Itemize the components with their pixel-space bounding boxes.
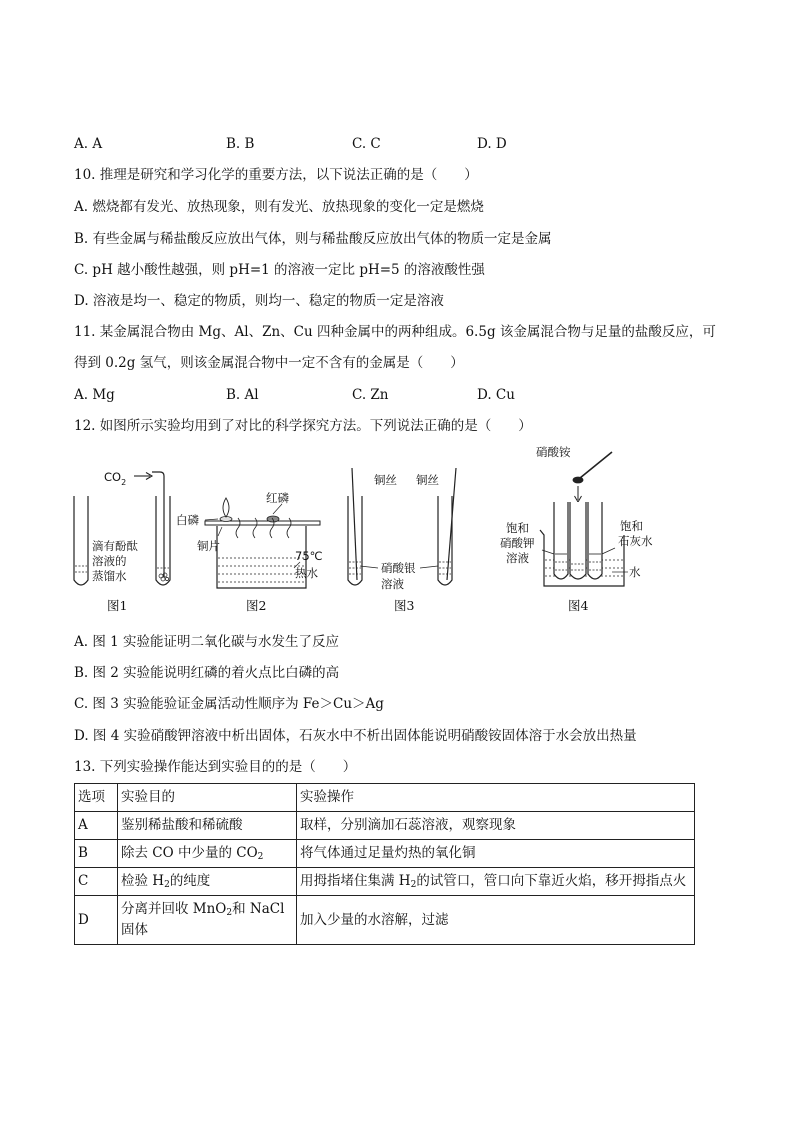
row-option: A: [75, 812, 118, 840]
table-header-row: [75, 784, 695, 812]
q13-table: [74, 783, 695, 945]
flame-icon: [223, 498, 229, 517]
row-operation: 将气体通过足量灼热的氧化铜: [297, 840, 695, 868]
q13-stem: 13. 下列实验操作能达到实验目的的是（ ）: [74, 759, 357, 775]
figure-3: [348, 468, 456, 613]
table-header-option: 选项: [75, 784, 118, 812]
test-tube-icon: [570, 502, 586, 579]
test-tube-icon: [156, 496, 170, 585]
fig3-wire-label-left: 铜丝: [374, 473, 397, 487]
fig1-caption: 图1: [107, 598, 128, 613]
fig4-caption: 图4: [568, 598, 589, 613]
q9-option-c: C. C: [352, 136, 381, 152]
q9-option-b: B. B: [226, 136, 255, 152]
q12-option-b: B. 图 2 实验能说明红磷的着火点比白磷的高: [74, 665, 340, 681]
fig2-white-phosphorus-label: 白磷: [176, 513, 199, 527]
test-tube-icon: [554, 502, 568, 579]
fig4-left-label-line2: 硝酸钾: [500, 536, 535, 550]
q11-option-c: C. Zn: [352, 387, 389, 403]
row-option: B: [75, 840, 118, 868]
fig4-left-label-line3: 溶液: [506, 551, 529, 565]
fig4-left-label-line1: 饱和: [506, 521, 529, 535]
q10-option-b: B. 有些金属与稀盐酸反应放出气体，则与稀盐酸反应放出气体的物质一定是金属: [74, 231, 552, 247]
q11-option-b: B. Al: [226, 387, 259, 403]
q10-option-c: C. pH 越小酸性越强，则 pH=1 的溶液一定比 pH=5 的溶液酸性强: [74, 262, 485, 278]
row-goal: 除去 CO 中少量的 $CO_2$: [118, 840, 297, 868]
fig3-wire-label-right: 铜丝: [416, 473, 439, 487]
test-tube-icon: [588, 502, 602, 579]
fig1-co2-label: $CO_2$: [104, 470, 127, 487]
table-row: [75, 840, 695, 868]
q11-option-a: A. Mg: [74, 387, 115, 403]
table-row: [75, 896, 695, 945]
q12-option-d: D. 图 4 实验硝酸钾溶液中析出固体，石灰水中不析出固体能说明硝酸铵固体溶于水会放出热量: [74, 728, 637, 744]
fig4-water-label: 水: [629, 565, 641, 579]
fig4-right-label-line1: 饱和: [620, 519, 643, 533]
fig2-copper-label: 铜片: [197, 539, 220, 553]
fig2-red-phosphorus-label: 红磷: [266, 491, 289, 505]
q10-option-d: D. 溶液是均一、稳定的物质，则均一、稳定的物质一定是溶液: [74, 293, 444, 309]
q12-stem: 12. 如图所示实验均用到了对比的科学探究方法。下列说法正确的是（ ）: [74, 418, 532, 434]
fig2-temp-label: 75℃: [295, 549, 323, 563]
q11-option-d: D. Cu: [477, 387, 515, 403]
row-operation: 取样，分别滴加石蕊溶液，观察现象: [297, 812, 695, 840]
beaker-icon: [217, 526, 306, 588]
q9-option-a: A. A: [74, 136, 103, 152]
q11-stem-line2: 得到 0.2g 氢气，则该金属混合物中一定不含有的金属是（ ）: [74, 355, 464, 371]
figure-2: [176, 491, 323, 613]
spatula-icon: [573, 477, 583, 483]
q12-option-a: A. 图 1 实验能证明二氧化碳与水发生了反应: [74, 634, 340, 650]
figure-1: [74, 470, 170, 613]
row-option: D: [75, 896, 118, 945]
q10-stem: 10. 推理是研究和学习化学的重要方法，以下说法正确的是（ ）: [74, 167, 478, 183]
q9-option-d: D. D: [477, 136, 507, 152]
row-goal: 检验 $H_2$的纯度: [118, 868, 297, 896]
fig2-water-label: 热水: [295, 566, 318, 580]
figure-4: [500, 445, 653, 613]
fig3-solution-label-line2: 溶液: [381, 577, 404, 591]
fig4-right-label-line2: 石灰水: [618, 534, 653, 548]
table-header-goal: 实验目的: [118, 784, 297, 812]
q10-option-a: A. 燃烧都有发光、放热现象，则有发光、放热现象的变化一定是燃烧: [74, 199, 484, 215]
row-goal: 鉴别稀盐酸和稀硫酸: [118, 812, 297, 840]
fig1-label-line3: 蒸馏水: [92, 569, 127, 583]
table-row: [75, 812, 695, 840]
fig2-caption: 图2: [246, 598, 267, 613]
q11-stem-line1: 11. 某金属混合物由 Mg、Al、Zn、Cu 四种金属中的两种组成。6.5g 该金属混合物与足量的盐酸反应，可: [74, 324, 716, 340]
table-header-operation: 实验操作: [297, 784, 695, 812]
q12-option-c: C. 图 3 实验能验证金属活动性顺序为 Fe＞Cu＞Ag: [74, 696, 384, 712]
row-operation: 用拇指堵住集满 $H_2$的试管口，管口向下靠近火焰，移开拇指点火: [297, 868, 695, 896]
table-row: [75, 868, 695, 896]
fig4-ammonium-nitrate-label: 硝酸铵: [536, 445, 571, 459]
q12-experiment-figure: [60, 440, 740, 620]
row-operation: 加入少量的水溶解，过滤: [297, 896, 695, 945]
fig3-caption: 图3: [394, 598, 415, 613]
fig1-label-line1: 滴有酚酞: [92, 539, 138, 553]
fig1-label-line2: 溶液的: [92, 554, 127, 568]
row-option: C: [75, 868, 118, 896]
fig3-solution-label-line1: 硝酸银: [381, 561, 416, 575]
row-goal: 分离并回收 MnO$_2$和 NaCl 固体: [118, 896, 297, 945]
